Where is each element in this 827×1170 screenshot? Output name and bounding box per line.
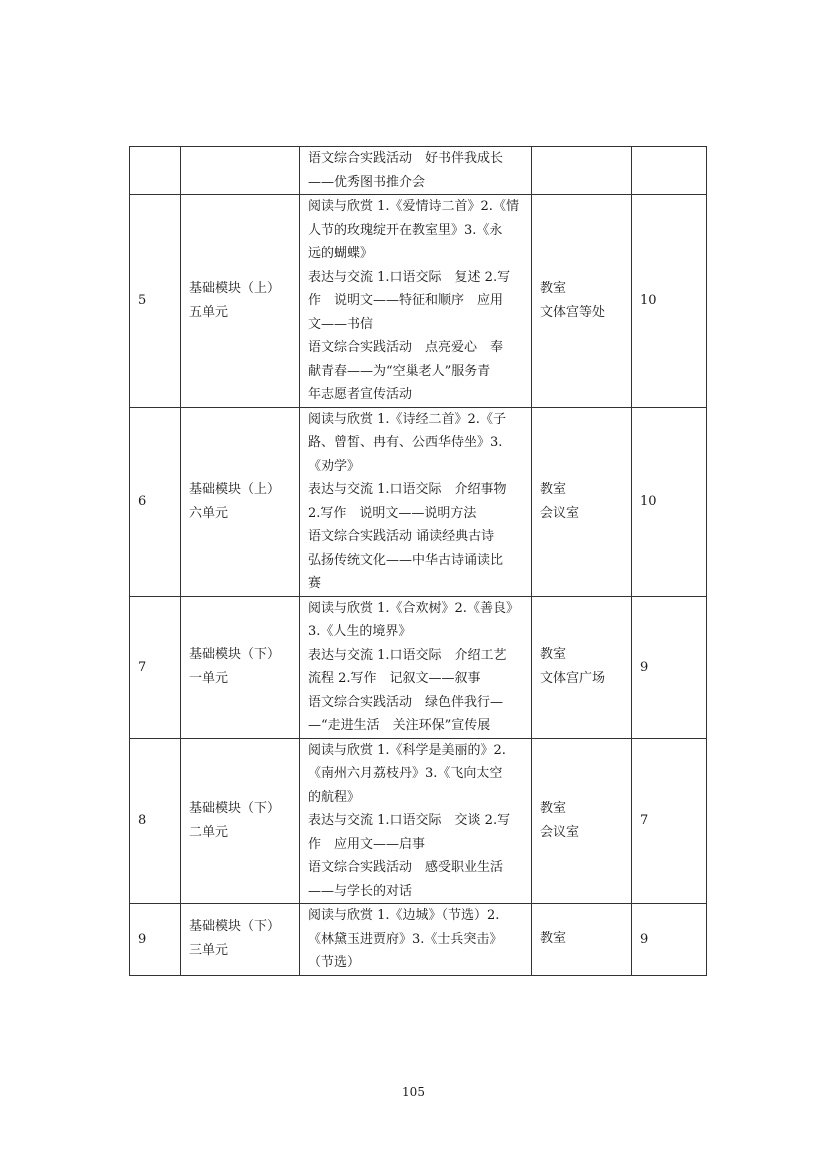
unit-line: 基础模块（上）	[189, 481, 281, 497]
row-number-cell: 9	[130, 904, 181, 976]
content-line: 阅读与欣赏 1.《爱情诗二首》2.《情	[308, 199, 519, 214]
content-line: 《劝学》	[308, 458, 361, 474]
content-cell	[300, 147, 532, 195]
content-line: 阅读与欣赏 1.《科学是美丽的》2.	[308, 742, 506, 758]
hours-cell: 10	[632, 407, 707, 596]
unit-line: 一单元	[189, 671, 229, 686]
unit-line: 基础模块（下）	[189, 800, 281, 816]
content-line: 作 应用文——启事	[308, 836, 426, 852]
content-line: 流程 2.写作 记叙文——叙事	[308, 671, 481, 686]
place-line: 会议室	[540, 505, 580, 521]
content-line: 人节的玫瑰绽开在教室里》3.《永	[308, 222, 503, 238]
unit-line: 基础模块（下）	[189, 647, 281, 662]
content-line: ——与学长的对话	[308, 883, 413, 899]
row-number-cell: 5	[130, 195, 181, 408]
content-line: 阅读与欣赏 1.《诗经二首》2.《子	[308, 411, 506, 427]
content-cell	[300, 596, 532, 738]
content-cell	[300, 738, 532, 904]
row-number-cell: 7	[130, 596, 181, 738]
content-line: 语文综合实践活动 诵读经典古诗	[308, 529, 495, 544]
content-line: 语文综合实践活动 好书伴我成长	[308, 151, 504, 166]
content-line: 路、曾皙、冉有、公西华侍坐》3.	[308, 435, 503, 450]
place-line: 教室	[540, 800, 567, 816]
content-line: —“走进生活 关注环保”宣传展	[308, 718, 491, 733]
unit-line: 五单元	[189, 304, 229, 320]
content-cell	[300, 195, 532, 408]
unit-line: 二单元	[189, 824, 229, 840]
table-row	[130, 195, 707, 408]
row-number-cell	[130, 147, 181, 195]
hours-cell: 7	[632, 738, 707, 904]
hours-cell: 9	[632, 904, 707, 976]
table-row	[130, 738, 707, 904]
content-line: 远的蝴蝶》	[308, 246, 374, 261]
table-row	[130, 596, 707, 738]
table-row	[130, 147, 707, 195]
content-line: 3.《人生的境界》	[308, 624, 412, 639]
content-line: 表达与交流 1.口语交际 复述 2.写	[308, 269, 511, 285]
curriculum-table	[129, 146, 707, 976]
unit-cell	[181, 738, 300, 904]
content-line: 的航程》	[308, 789, 361, 805]
place-cell	[532, 904, 632, 976]
place-cell	[532, 738, 632, 904]
content-line: （节选）	[308, 955, 361, 970]
content-line: 语文综合实践活动 感受职业生活	[308, 860, 504, 875]
place-cell	[532, 147, 632, 195]
unit-line: 六单元	[189, 505, 229, 521]
unit-line: 基础模块（上）	[189, 280, 281, 296]
place-line: 会议室	[540, 824, 580, 840]
curriculum-table-body	[130, 147, 707, 976]
content-cell	[300, 904, 532, 976]
content-line: 2.写作 说明文——说明方法	[308, 505, 477, 521]
content-line: 表达与交流 1.口语交际 介绍工艺	[308, 647, 507, 663]
content-line: ——优秀图书推介会	[308, 174, 426, 190]
place-line: 文体宫等处	[540, 304, 606, 320]
content-line: 赛	[308, 576, 322, 591]
unit-cell	[181, 407, 300, 596]
content-line: 表达与交流 1.口语交际 介绍事物	[308, 482, 507, 497]
table-row	[130, 407, 707, 596]
content-line: 《林黛玉进贾府》3.《士兵突击》	[308, 931, 503, 947]
content-cell	[300, 407, 532, 596]
unit-cell	[181, 147, 300, 195]
content-line: 《南州六月荔枝丹》3.《飞向太空	[308, 766, 503, 781]
table-row	[130, 904, 707, 976]
content-line: 献青春——为“空巢老人”服务青	[308, 363, 491, 379]
place-cell	[532, 407, 632, 596]
place-line: 教室	[540, 481, 567, 497]
unit-cell	[181, 596, 300, 738]
content-line: 作 说明文——特征和顺序 应用	[308, 293, 504, 308]
unit-cell	[181, 904, 300, 976]
hours-cell: 9	[632, 596, 707, 738]
content-line: 语文综合实践活动 点亮爱心 奉	[308, 340, 504, 355]
place-cell	[532, 596, 632, 738]
place-line: 教室	[540, 647, 567, 662]
unit-cell	[181, 195, 300, 408]
unit-line: 基础模块（下）	[189, 919, 281, 935]
content-line: 阅读与欣赏 1.《边城》（节选）2.	[308, 908, 500, 923]
hours-cell: 10	[632, 195, 707, 408]
content-line: 弘扬传统文化——中华古诗诵读比	[308, 552, 504, 568]
hours-cell	[632, 147, 707, 195]
place-line: 教室	[540, 931, 567, 947]
content-line: 表达与交流 1.口语交际 交谈 2.写	[308, 813, 511, 828]
page-number: 105	[402, 1085, 425, 1099]
content-line: 年志愿者宣传活动	[308, 387, 413, 402]
content-line: 阅读与欣赏 1.《合欢树》2.《善良》	[308, 600, 519, 616]
row-number-cell: 6	[130, 407, 181, 596]
place-line: 教室	[540, 280, 567, 296]
content-line: 语文综合实践活动 绿色伴我行—	[308, 694, 504, 710]
unit-line: 三单元	[189, 943, 229, 959]
row-number-cell: 8	[130, 738, 181, 904]
content-line: 文——书信	[308, 316, 374, 332]
place-cell	[532, 195, 632, 408]
place-line: 文体宫广场	[540, 671, 606, 686]
